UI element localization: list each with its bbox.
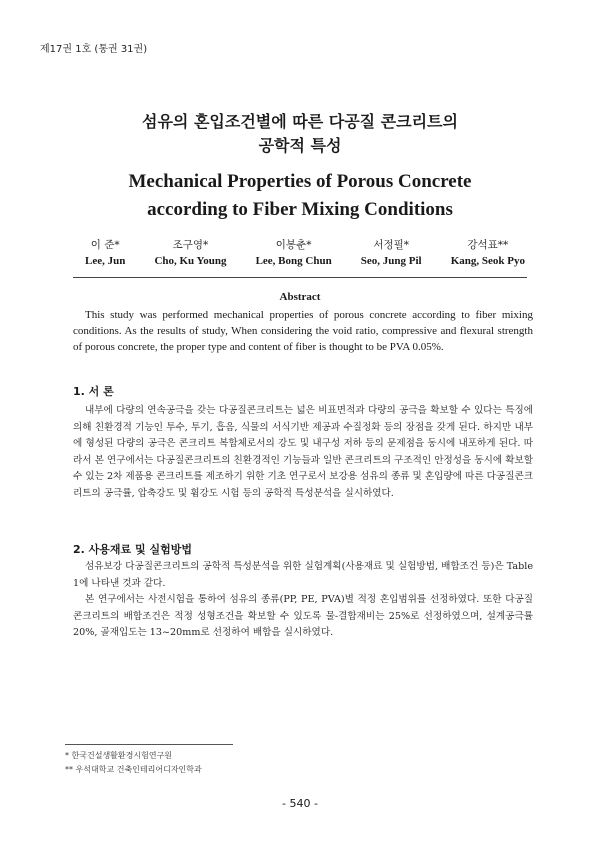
author-english-name: Cho, Ku Young bbox=[154, 255, 227, 267]
footnote-divider bbox=[65, 744, 233, 745]
footnote: * 한국건설생활환경시험연구원 bbox=[65, 751, 173, 760]
author-korean-name: 강석표** bbox=[467, 239, 509, 251]
korean-title bbox=[0, 110, 600, 158]
author bbox=[85, 237, 125, 269]
author bbox=[256, 237, 332, 269]
korean-title-line-1: 섬유의 혼입조건별에 따른 다공질 콘크리트의 bbox=[142, 112, 458, 131]
page-number: - 540 - bbox=[282, 797, 318, 810]
english-title-line-2: according to Fiber Mixing Conditions bbox=[147, 199, 453, 220]
author-korean-name: 서정필* bbox=[373, 239, 410, 251]
author-korean-name: 이 준* bbox=[90, 239, 120, 251]
author-english-name: Seo, Jung Pil bbox=[360, 255, 422, 267]
paragraph: 내부에 다량의 연속공극을 갖는 다공질콘크리트는 넓은 비표면적과 다량의 공극을 확보할 수 있다는 특징에 의해 친환경적 기능인 투수, 투기, 흡음, 식물의 서식기반 제공과 수질정화 등의 장점을 갖게 된다. 하지만 내부에 형성된 다량의 공극은 콘크리트 복합체로서의 강도 및 내구성 저하 등의 문제점을 동시에 내포하게 된다. 따라서 본 연구에서는 다공질콘크리트의 친환경적인 기능들과 일반 콘크리트의 구조적인 안정성을 동시에 확보할 수 있는 2차 제품용 콘크리트를 제조하기 위한 기초 연구로서 보강용 섬유의 종류 및 혼입량에 따른 다공질콘크리트의 공극률, 압축강도 및 휨강도 시험 등의 공학적 특성분석을 실시하였다. bbox=[73, 405, 533, 499]
section-heading-introduction: 1. 서 론 bbox=[73, 385, 114, 398]
section-body-materials-methods bbox=[73, 559, 533, 642]
korean-title-line-2: 공학적 특성 bbox=[258, 136, 342, 155]
author-english-name: Kang, Seok Pyo bbox=[450, 255, 525, 267]
author bbox=[451, 237, 525, 269]
author-english-name: Lee, Jun bbox=[85, 255, 126, 267]
footnotes bbox=[65, 749, 202, 777]
author-korean-name: 이봉춘* bbox=[275, 239, 312, 251]
paragraph: 섬유보강 다공질콘크리트의 공학적 특성분석을 위한 실험계획(사용재료 및 실험방법, 배합조건 등)은 Table 1에 나타낸 것과 같다. bbox=[73, 561, 533, 589]
footnote: ** 우석대학교 건축인테리어디자인학과 bbox=[65, 765, 202, 774]
author bbox=[361, 237, 422, 269]
abstract-text: This study was performed mechanical properties of porous concrete according to fiber mixing conditions. As the results of study, When considering the void ratio, compressive and flexural strength of porous concrete, the proper type and content of fiber is thought to be PVA 0.05%. bbox=[73, 309, 533, 353]
author-korean-name: 조구영* bbox=[172, 239, 209, 251]
author-english-name: Lee, Bong Chun bbox=[255, 255, 332, 267]
journal-issue-header: 제17권 1호 (통권 31권) bbox=[40, 44, 148, 55]
paragraph: 본 연구에서는 사전시험을 통하여 섬유의 종류(PP, PE, PVA)별 적정 혼입범위를 선정하였다. 또한 다공질콘크리트의 배합조건은 적정 성형조건을 확보할 수 있도록 물-결합재비는 25%로 선정하였으며, 설계공극률 20%, 골재입도는 13~20mm로 선정하여 배합을 실시하였다. bbox=[73, 594, 533, 638]
english-title-line-1: Mechanical Properties of Porous Concrete bbox=[128, 171, 472, 192]
abstract-heading: Abstract bbox=[279, 291, 321, 303]
author bbox=[154, 237, 226, 269]
section-body-introduction bbox=[73, 403, 533, 502]
english-title bbox=[0, 168, 600, 224]
author-divider bbox=[73, 277, 527, 278]
section-heading-materials-methods: 2. 사용재료 및 실험방법 bbox=[73, 543, 192, 556]
author-list bbox=[85, 237, 525, 269]
